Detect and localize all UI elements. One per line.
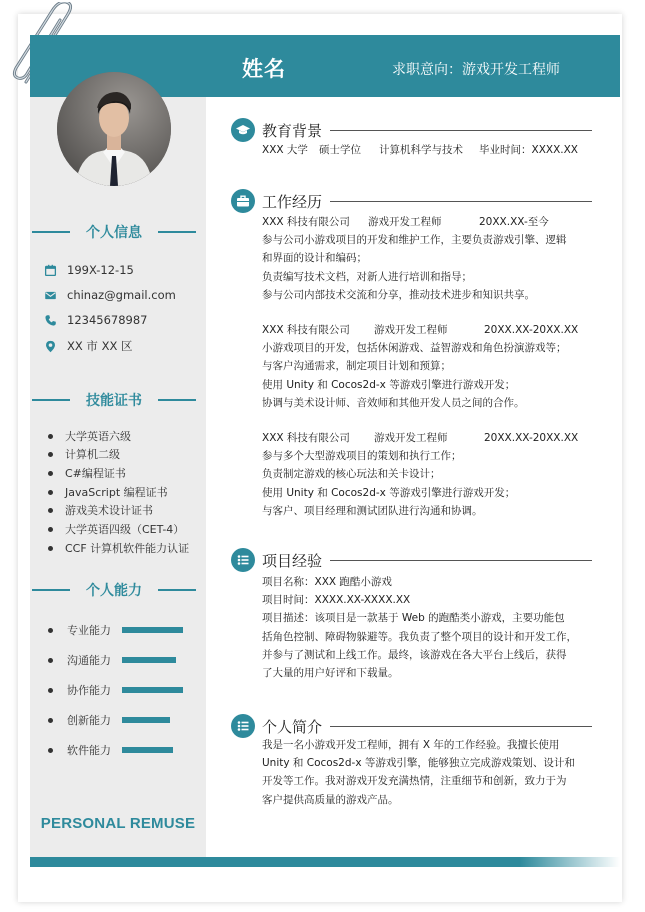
phone-icon bbox=[44, 314, 57, 327]
list-icon bbox=[235, 718, 251, 734]
calendar-icon bbox=[44, 264, 57, 277]
ability-bar bbox=[122, 627, 183, 633]
major: 计算机科学与技术 bbox=[379, 144, 463, 156]
period: 20XX.XX-20XX.XX bbox=[484, 432, 579, 444]
ability-label: 软件能力 bbox=[67, 744, 111, 757]
job-intent: 求职意向：游戏开发工程师 bbox=[392, 62, 560, 78]
work-line: 和界面的设计和编码； bbox=[262, 252, 367, 265]
project-line: 项目名称：XXX 跑酷小游戏 bbox=[262, 576, 392, 588]
personal-info-heading: 个人信息 bbox=[30, 222, 206, 242]
ability-label: 创新能力 bbox=[67, 714, 111, 727]
certificates-heading: 技能证书 bbox=[30, 390, 206, 410]
summary-content bbox=[262, 736, 602, 809]
cert-item: 计算机二级 bbox=[48, 446, 120, 462]
work-entry bbox=[262, 213, 602, 304]
work-line: 参与公司小游戏项目的开发和维护工作，主要负责游戏引擎、逻辑 bbox=[262, 234, 567, 247]
ability-label: 协作能力 bbox=[67, 684, 111, 697]
summary-line: 开发等工作。我对游戏开发充满热情，注重细节和创新，致力于为 bbox=[262, 775, 567, 788]
project-line: 并参与了测试和上线工作。最终，该游戏在各大平台上线后，获得 bbox=[262, 648, 567, 661]
ability-bar bbox=[122, 657, 176, 663]
work-line: 负责编写技术文档，对新人进行培训和指导； bbox=[262, 270, 472, 283]
email-row bbox=[44, 287, 176, 303]
birthday-value: 199X-12-15 bbox=[67, 263, 134, 277]
education-content bbox=[262, 141, 602, 159]
company: XXX 科技有限公司 bbox=[262, 324, 350, 336]
work-line: 使用 Unity 和 Cocos2d-x 等游戏引擎进行游戏开发； bbox=[262, 378, 516, 391]
cert-item: CCF 计算机软件能力认证 bbox=[48, 540, 189, 556]
ability-row bbox=[48, 683, 123, 697]
ability-row bbox=[48, 713, 123, 727]
cert-item: 大学英语四级（CET-4） bbox=[48, 521, 184, 537]
work-line: 协调与美术设计师、音效师和其他开发人员之间的合作。 bbox=[262, 396, 525, 409]
company: XXX 科技有限公司 bbox=[262, 216, 350, 228]
cert-item: 大学英语六级 bbox=[48, 428, 131, 444]
work-line: 使用 Unity 和 Cocos2d-x 等游戏引擎进行游戏开发； bbox=[262, 486, 516, 499]
position: 游戏开发工程师 bbox=[374, 432, 448, 444]
list-icon bbox=[235, 552, 251, 568]
project-line: 括角色控制、障碍物躲避等。我负责了整个项目的设计和开发工作， bbox=[262, 630, 577, 643]
ability-bar bbox=[122, 717, 170, 723]
mail-icon bbox=[44, 289, 57, 302]
ability-row bbox=[48, 623, 123, 637]
cert-item: JavaScript 编程证书 bbox=[48, 484, 168, 500]
project-content bbox=[262, 573, 602, 682]
project-line: 项目描述：该项目是一款基于 Web 的跑酷类小游戏，主要功能包 bbox=[262, 612, 565, 625]
period: 20XX.XX-至今 bbox=[479, 216, 549, 228]
work-line: 参与多个大型游戏项目的策划和执行工作； bbox=[262, 450, 462, 463]
abilities-heading: 个人能力 bbox=[30, 580, 206, 600]
location-row bbox=[44, 338, 132, 354]
cert-item: 游戏美术设计证书 bbox=[48, 502, 153, 518]
summary-line: 我是一名小游戏开发工程师，拥有 X 年的工作经验。我擅长使用 bbox=[262, 739, 560, 751]
ability-bar bbox=[122, 747, 173, 753]
project-line: 了大量的用户好评和下载量。 bbox=[262, 666, 399, 679]
ability-label: 沟通能力 bbox=[67, 654, 111, 667]
candidate-name: 姓名 bbox=[242, 57, 286, 81]
location-value: XX 市 XX 区 bbox=[67, 339, 133, 353]
work-entry bbox=[262, 429, 602, 520]
ability-row bbox=[48, 653, 123, 667]
project-line: 项目时间：XXXX.XX-XXXX.XX bbox=[262, 594, 411, 607]
avatar bbox=[57, 72, 171, 186]
birthday-row bbox=[44, 262, 134, 278]
ability-row bbox=[48, 743, 123, 757]
position: 游戏开发工程师 bbox=[374, 324, 448, 336]
summary-line: Unity 和 Cocos2d-x 等游戏引擎，能够独立完成游戏策划、设计和 bbox=[262, 757, 575, 770]
phone-row bbox=[44, 312, 147, 328]
graduation-cap-icon bbox=[235, 122, 251, 138]
company: XXX 科技有限公司 bbox=[262, 432, 350, 444]
brand-text: PERSONAL REMUSE bbox=[40, 815, 196, 832]
work-line: 与客户沟通需求，制定项目计划和预算； bbox=[262, 360, 451, 373]
work-line: 小游戏项目的开发，包括休闲游戏、益智游戏和角色扮演游戏等； bbox=[262, 342, 567, 355]
work-entry bbox=[262, 321, 602, 412]
ability-label: 专业能力 bbox=[67, 624, 111, 637]
phone-value: 12345678987 bbox=[67, 313, 148, 327]
summary-line: 客户提供高质量的游戏产品。 bbox=[262, 793, 399, 806]
school: XXX 大学 bbox=[262, 144, 308, 156]
location-icon bbox=[44, 340, 57, 353]
period: 20XX.XX-20XX.XX bbox=[484, 324, 579, 336]
briefcase-icon bbox=[235, 193, 251, 209]
position: 游戏开发工程师 bbox=[368, 216, 442, 228]
work-line: 与客户、项目经理和测试团队进行沟通和协调。 bbox=[262, 504, 483, 517]
work-line: 参与公司内部技术交流和分享，推动技术进步和知识共享。 bbox=[262, 288, 535, 301]
work-line: 负责制定游戏的核心玩法和关卡设计； bbox=[262, 468, 441, 481]
ability-bar bbox=[122, 687, 183, 693]
cert-item: C#编程证书 bbox=[48, 465, 126, 481]
email-value: chinaz@gmail.com bbox=[67, 288, 176, 302]
graduation-time: 毕业时间：XXXX.XX bbox=[479, 144, 578, 156]
degree: 硕士学位 bbox=[319, 144, 361, 156]
